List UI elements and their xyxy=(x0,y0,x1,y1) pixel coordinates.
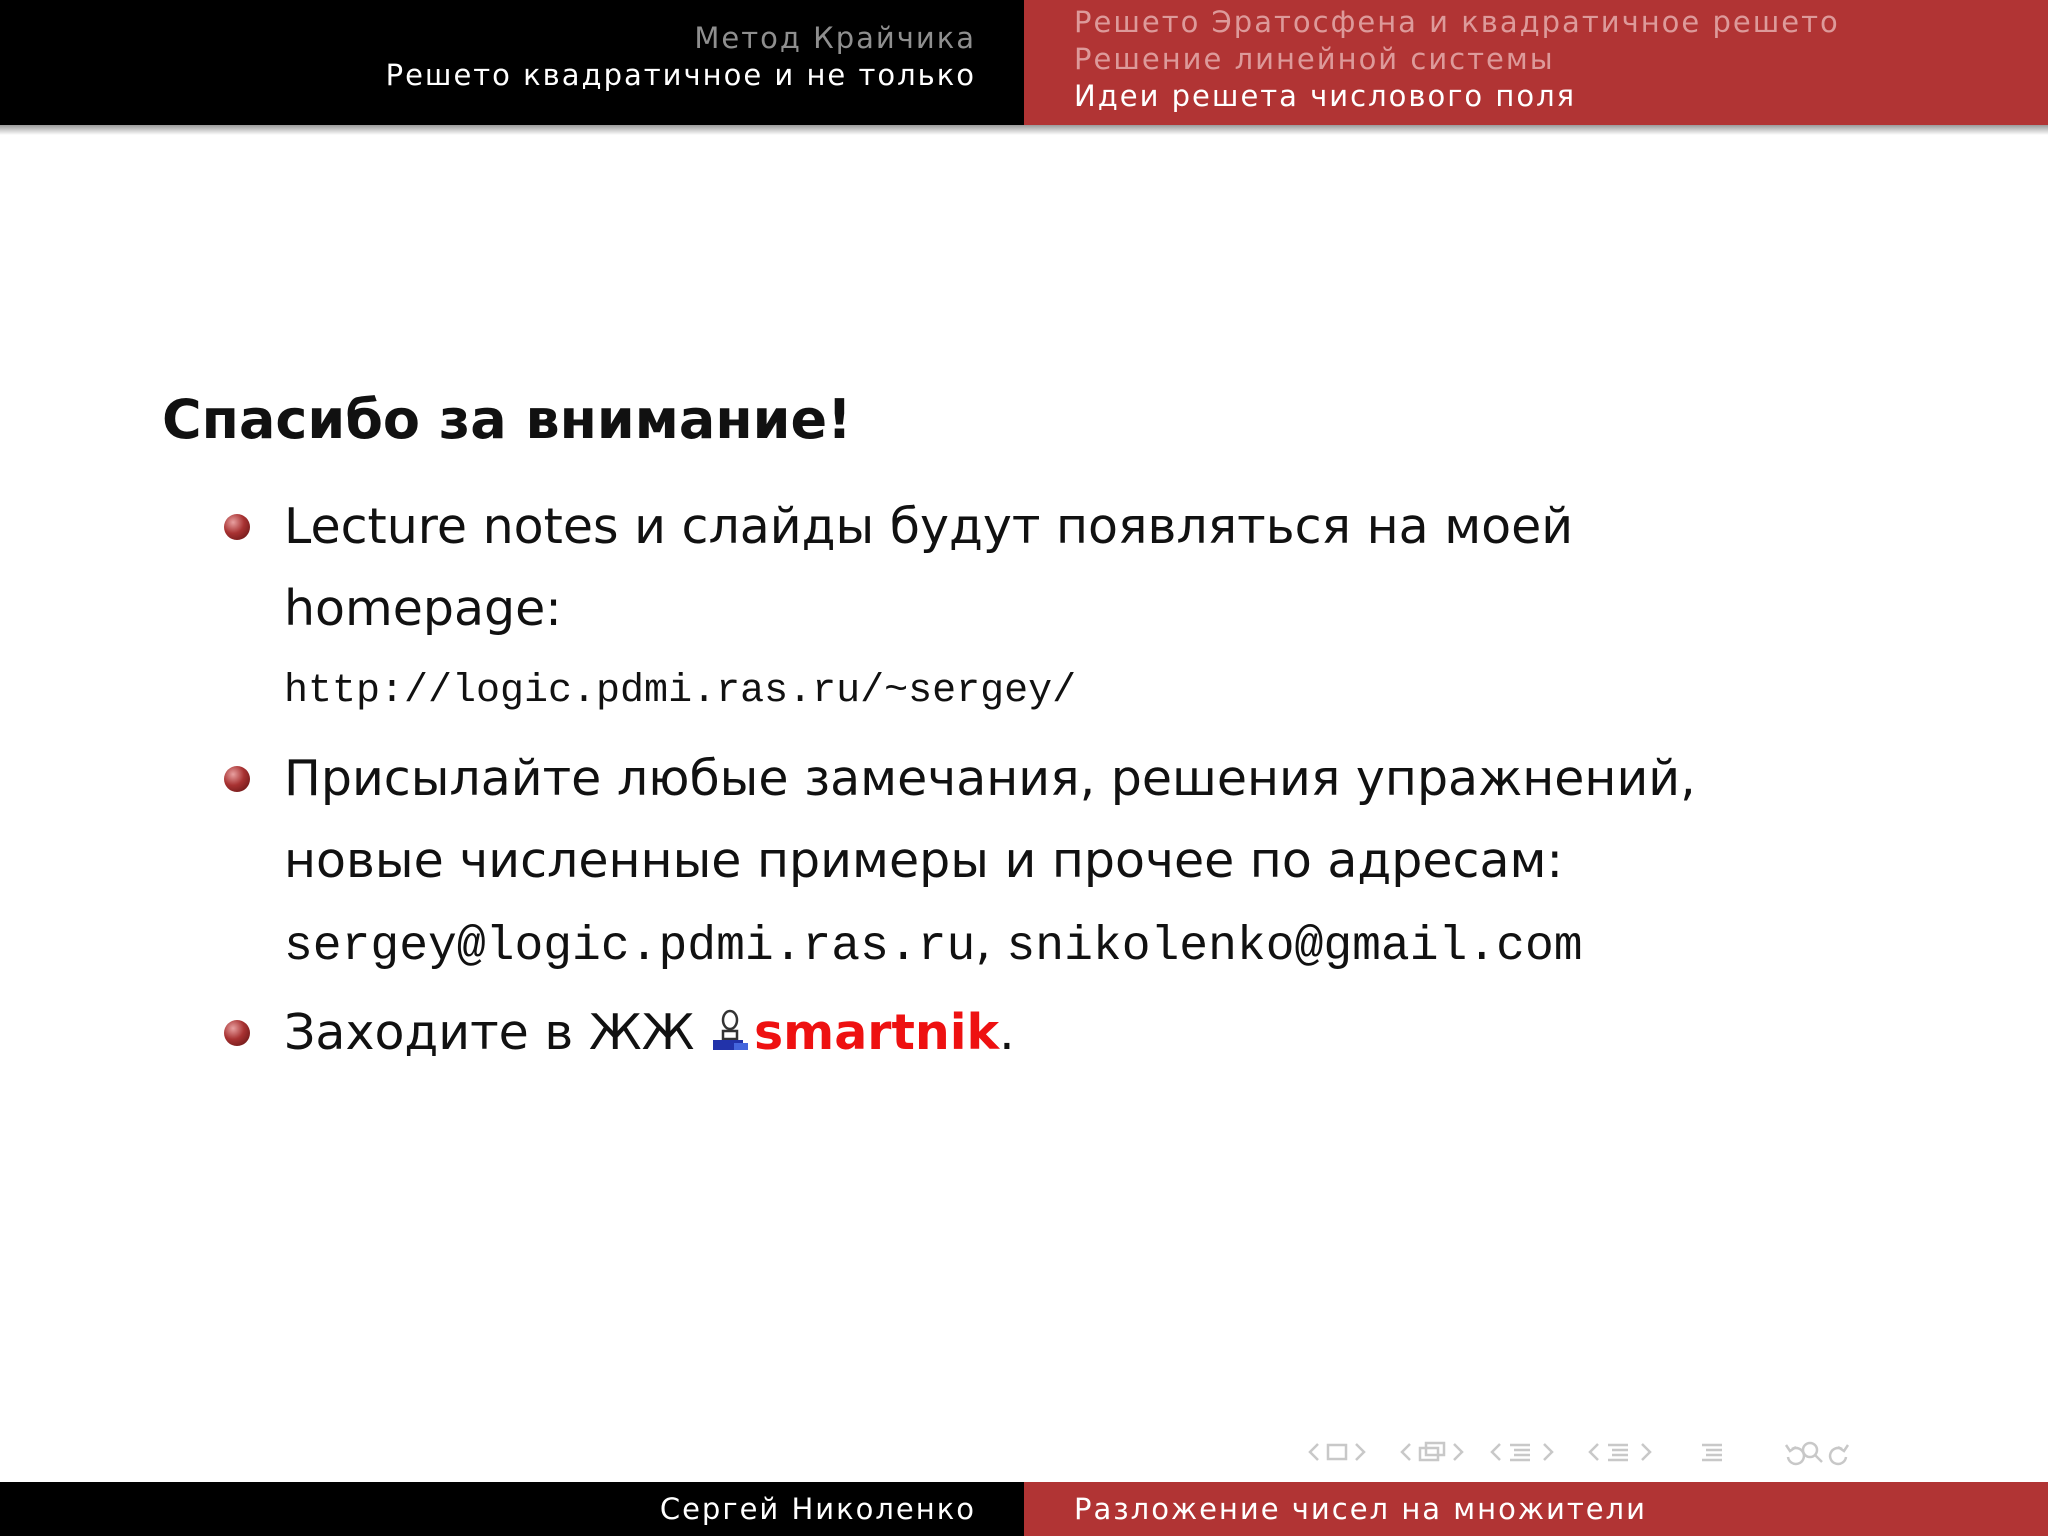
footer-left-panel xyxy=(0,1482,1024,1536)
bullet-feedback xyxy=(284,738,1844,988)
beamer-navigation xyxy=(1300,1435,2040,1469)
email-link-2[interactable]: snikolenko@gmail.com xyxy=(1006,920,1583,974)
header-subsection-link[interactable]: Решето квадратичное и не только xyxy=(385,58,976,92)
nav-redo-icon[interactable] xyxy=(1830,1445,1848,1464)
sphere-bullet-icon xyxy=(224,766,250,792)
homepage-link[interactable]: http://logic.pdmi.ras.ru/~sergey/ xyxy=(284,669,1077,714)
nav-section-next-icon[interactable] xyxy=(1544,1444,1552,1460)
nav-frame-prev-icon[interactable] xyxy=(1310,1444,1318,1460)
nav-section-icon[interactable] xyxy=(1510,1445,1530,1460)
nav-frame-icon[interactable] xyxy=(1328,1445,1346,1459)
slide-title: Спасибо за внимание! xyxy=(162,388,852,451)
nav-section-prev-icon[interactable] xyxy=(1492,1444,1500,1460)
bullet-text: Lecture notes и слайды будут появляться на моей xyxy=(284,498,1574,555)
bullet-text: homepage: xyxy=(284,580,562,637)
nav-search-icon[interactable] xyxy=(1803,1443,1822,1462)
header-frame-link-2[interactable]: Решение линейной системы xyxy=(1074,42,1555,76)
lj-user-link[interactable]: smartnik xyxy=(754,1004,1000,1061)
footer-author: Сергей Николенко xyxy=(659,1492,976,1526)
footer-right-panel xyxy=(1024,1482,2048,1536)
header-bar xyxy=(0,0,2048,125)
header-shadow xyxy=(0,125,2048,135)
lj-line xyxy=(284,992,1844,1074)
nav-subsection-next-icon[interactable] xyxy=(1454,1444,1462,1460)
sphere-bullet-icon xyxy=(224,1020,250,1046)
nav-subsection-prev-icon[interactable] xyxy=(1402,1444,1410,1460)
email-line xyxy=(284,902,1844,988)
bullet-list xyxy=(284,486,1962,1074)
lj-prefix: Заходите в ЖЖ xyxy=(284,1004,710,1061)
bullet-text: новые численные примеры и прочее по адресам: xyxy=(284,832,1564,889)
email-link-1[interactable]: sergey@logic.pdmi.ras.ru xyxy=(284,920,976,974)
footer-bar xyxy=(0,1482,2048,1536)
slide-content xyxy=(162,380,1962,1078)
nav-subsection-icon[interactable] xyxy=(1420,1443,1444,1460)
nav-part-prev-icon[interactable] xyxy=(1590,1444,1598,1460)
bullet-lecture-notes xyxy=(284,486,1844,734)
bullet-text: Присылайте любые замечания, решения упражнений, xyxy=(284,750,1696,807)
nav-part-next-icon[interactable] xyxy=(1642,1444,1650,1460)
nav-toc-icon[interactable] xyxy=(1702,1445,1722,1460)
nav-frame-next-icon[interactable] xyxy=(1356,1444,1364,1460)
bullet-livejournal xyxy=(284,992,1844,1074)
lj-suffix: . xyxy=(999,1004,1015,1061)
nav-part-icon[interactable] xyxy=(1608,1445,1628,1460)
header-frame-link-1[interactable]: Решето Эратосфена и квадратичное решето xyxy=(1074,5,1840,39)
header-section-link[interactable]: Метод Крайчика xyxy=(694,21,976,55)
nav-undo-icon[interactable] xyxy=(1786,1445,1804,1464)
sphere-bullet-icon xyxy=(224,514,250,540)
header-left-panel xyxy=(0,0,1024,125)
livejournal-user-icon xyxy=(710,1009,754,1055)
email-separator: , xyxy=(975,914,1007,971)
header-right-panel xyxy=(1024,0,2048,125)
header-frame-link-3[interactable]: Идеи решета числового поля xyxy=(1074,79,1577,113)
footer-title: Разложение чисел на множители xyxy=(1074,1492,1647,1526)
